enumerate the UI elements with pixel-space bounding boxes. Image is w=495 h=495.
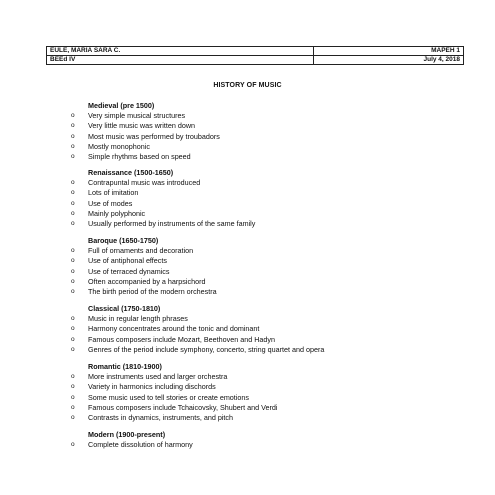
list-item-text: Variety in harmonics including dischords xyxy=(88,382,216,392)
bullet-list xyxy=(71,178,478,229)
bullet-circle-icon: o xyxy=(71,153,75,161)
section-heading: Classical (1750-1810) xyxy=(88,304,161,313)
list-item-text: The birth period of the modern orchestra xyxy=(88,287,217,297)
section-3 xyxy=(71,304,478,355)
bullet-circle-icon: o xyxy=(71,373,75,380)
section-2 xyxy=(71,236,478,297)
bullet-circle-icon: o xyxy=(71,315,75,322)
list-item xyxy=(71,324,478,334)
bullet-circle-icon: o xyxy=(71,247,75,254)
list-item xyxy=(71,208,478,219)
list-item xyxy=(71,256,478,266)
bullet-list xyxy=(71,111,478,162)
list-item-text: Contrapuntal music was introduced xyxy=(88,178,201,187)
header-row-2 xyxy=(47,56,464,65)
list-item-text: Some music used to tell stories or create emotions xyxy=(88,392,249,402)
list-item xyxy=(71,178,478,188)
list-item-text: Famous composers include Tchaicovsky, Shubert and Verdi xyxy=(88,402,278,412)
list-item-text: Mostly monophonic xyxy=(88,141,150,151)
bullet-circle-icon: o xyxy=(71,403,75,411)
list-item xyxy=(71,334,478,345)
list-item xyxy=(71,111,478,121)
list-item xyxy=(71,314,478,324)
list-item xyxy=(71,276,478,287)
bullet-circle-icon: o xyxy=(71,220,75,228)
bullet-circle-icon: o xyxy=(71,288,75,296)
bullet-circle-icon: o xyxy=(71,383,75,391)
list-item xyxy=(71,440,478,450)
list-item xyxy=(71,246,478,256)
bullet-list xyxy=(71,440,478,450)
list-item-text: Use of terraced dynamics xyxy=(88,266,170,276)
list-item-text: Use of antiphonal effects xyxy=(88,256,167,266)
list-item-text: Complete dissolution of harmony xyxy=(88,440,193,449)
bullet-circle-icon: o xyxy=(71,335,75,343)
header-row-1 xyxy=(47,47,464,56)
section-heading: Medieval (pre 1500) xyxy=(88,101,155,110)
list-item xyxy=(71,121,478,131)
list-item-text: Mainly polyphonic xyxy=(88,208,146,218)
header-table xyxy=(46,46,464,65)
list-item xyxy=(71,382,478,392)
list-item-text: Famous composers include Mozart, Beethoven and Hadyn xyxy=(88,334,275,344)
section-0 xyxy=(71,101,478,162)
subject-label: MAPEH 1 xyxy=(313,47,463,56)
course-label: BEEd IV xyxy=(47,56,314,65)
list-item-text: Harmony concentrates around the tonic and dominant xyxy=(88,324,260,334)
section-5 xyxy=(71,430,478,450)
date-label: July 4, 2018 xyxy=(313,56,463,65)
section-1 xyxy=(71,168,478,229)
bullet-list xyxy=(71,314,478,355)
bullet-list xyxy=(71,246,478,297)
list-item xyxy=(71,402,478,413)
bullet-circle-icon: o xyxy=(71,277,75,285)
list-item xyxy=(71,152,478,162)
list-item-text: Very little music was written down xyxy=(88,121,196,131)
document-title: HISTORY OF MUSIC xyxy=(213,82,282,89)
list-item-text: Music in regular length phrases xyxy=(88,314,188,323)
list-item xyxy=(71,219,478,229)
bullet-circle-icon: o xyxy=(71,189,75,197)
list-item xyxy=(71,287,478,297)
bullet-circle-icon: o xyxy=(71,393,75,401)
list-item xyxy=(71,198,478,209)
bullet-circle-icon: o xyxy=(71,132,75,140)
section-heading: Romantic (1810-1900) xyxy=(88,362,162,371)
bullet-circle-icon: o xyxy=(71,414,75,422)
list-item xyxy=(71,344,478,355)
bullet-circle-icon: o xyxy=(71,325,75,333)
list-item-text: Often accompanied by a harpsichord xyxy=(88,276,206,286)
bullet-circle-icon: o xyxy=(71,267,75,275)
list-item-text: Usually performed by instruments of the same family xyxy=(88,219,256,229)
bullet-circle-icon: o xyxy=(71,179,75,186)
student-name: EULE, MARIA SARA C. xyxy=(47,47,314,56)
bullet-circle-icon: o xyxy=(71,199,75,207)
list-item xyxy=(71,392,478,403)
bullet-circle-icon: o xyxy=(71,122,75,130)
list-item-text: Most music was performed by troubadors xyxy=(88,131,220,141)
bullet-circle-icon: o xyxy=(71,112,75,119)
bullet-circle-icon: o xyxy=(71,441,75,448)
bullet-list xyxy=(71,372,478,423)
list-item xyxy=(71,372,478,382)
list-item-text: Lots of imitation xyxy=(88,188,139,198)
section-heading: Baroque (1650-1750) xyxy=(88,236,159,245)
list-item xyxy=(71,131,478,142)
list-item-text: More instruments used and larger orchestra xyxy=(88,372,228,381)
bullet-circle-icon: o xyxy=(71,142,75,150)
list-item xyxy=(71,266,478,277)
list-item-text: Very simple musical structures xyxy=(88,111,186,120)
list-item xyxy=(71,413,478,423)
list-item-text: Use of modes xyxy=(88,198,133,208)
section-heading: Modern (1900-present) xyxy=(88,430,166,439)
bullet-circle-icon: o xyxy=(71,345,75,353)
list-item-text: Genres of the period include symphony, concerto, string quartet and opera xyxy=(88,344,325,354)
list-item xyxy=(71,141,478,152)
list-item-text: Full of ornaments and decoration xyxy=(88,246,194,255)
list-item-text: Simple rhythms based on speed xyxy=(88,152,191,162)
bullet-circle-icon: o xyxy=(71,257,75,265)
section-4 xyxy=(71,362,478,423)
list-item-text: Contrasts in dynamics, instruments, and pitch xyxy=(88,413,234,423)
section-heading: Renaissance (1500-1650) xyxy=(88,168,174,177)
bullet-circle-icon: o xyxy=(71,209,75,217)
list-item xyxy=(71,188,478,198)
